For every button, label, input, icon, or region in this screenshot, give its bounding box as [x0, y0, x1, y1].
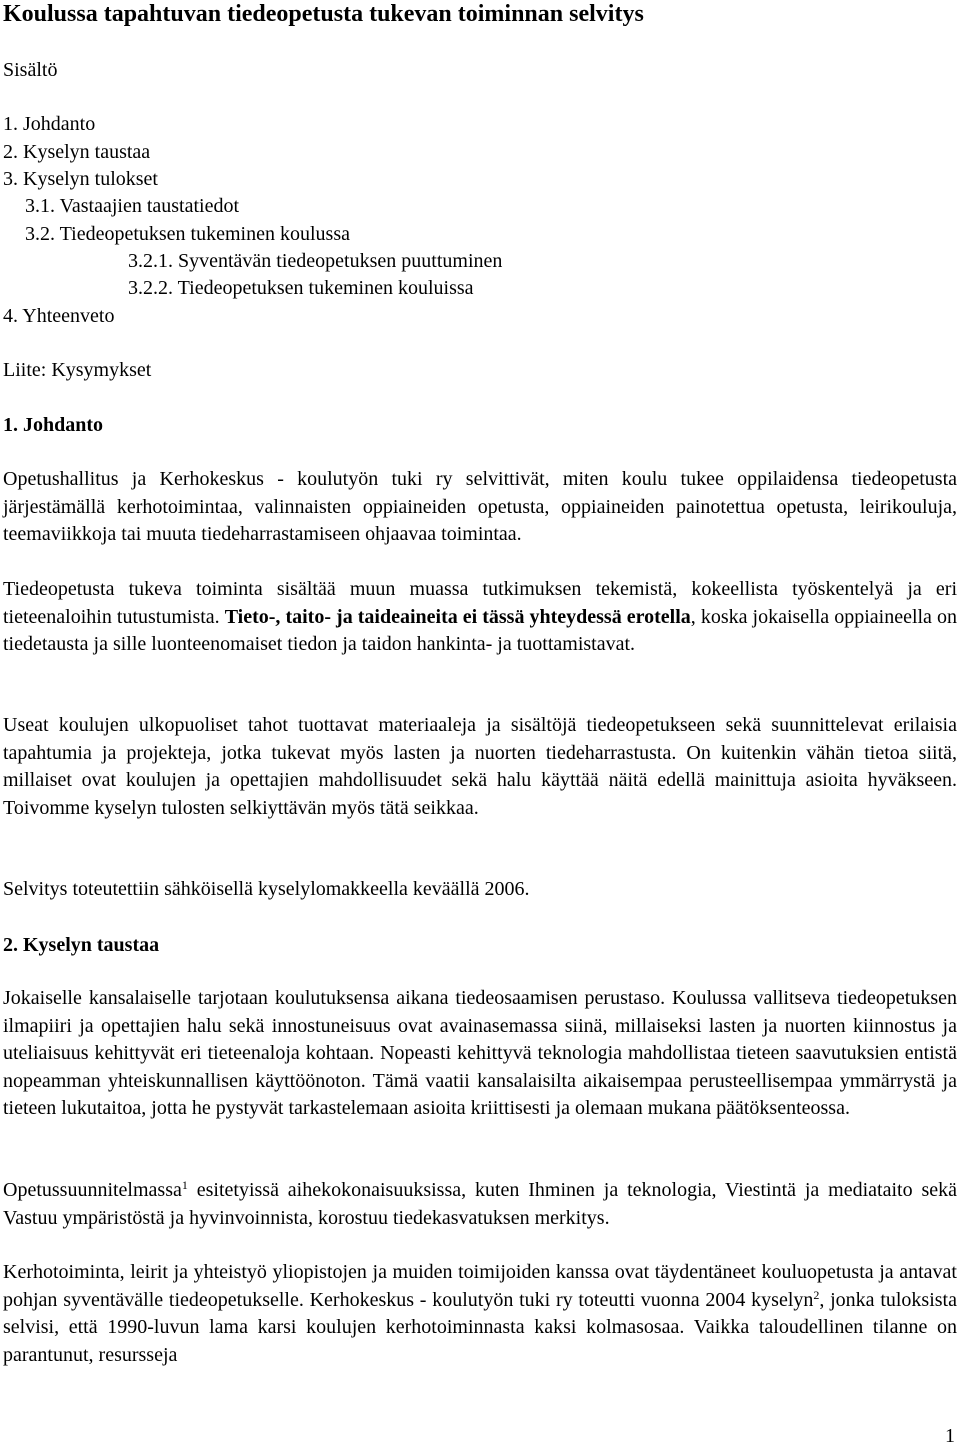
- paragraph: Opetussuunnitelmassa$^1$ esitetyissä aihekokonaisuuksissa, kuten Ihminen ja teknologia, Viestintä ja mediataito sekä Vastuu ympäristöstä ja hyvinvoinnista, korostuu tiedekasvatuksen merkitys.: [3, 1178, 957, 1229]
- paragraph: Opetushallitus ja Kerhokeskus - koulutyön tuki ry selvittivät, miten koulu tukee oppilaidensa tiedeopetusta järjestämällä kerhotoimintaa, valinnaisten oppiaineiden opetusta, oppiaineiden painotettua opetusta, leirikouluja, teemaviikkoja tai muuta tiedeharrastamiseen ohjaavaa toimintaa.: [3, 468, 957, 545]
- paragraph: Kerhotoiminta, leirit ja yhteistyö yliopistojen ja muiden toimijoiden kanssa ovat täydentäneet kouluopetusta ja antavat pohjan syventävälle tiedeopetukselle. Kerhokeskus - koulutyön tuki ry toteutti vuonna 2004 kyselyn$^2$, jonka tuloksista selvisi, että 1990-luvun lama karsi koulujen kerhotoiminnasta kaksi kolmasosaa. Vaikka taloudellinen tilanne on parantunut, resursseja: [3, 1261, 957, 1366]
- paragraph: Selvitys toteutettiin sähköisellä kyselylomakkeella keväällä 2006.: [3, 878, 530, 900]
- toc-item: 4. Yhteenveto: [3, 305, 115, 327]
- toc-appendix: Liite: Kysymykset: [3, 359, 152, 381]
- toc-item: 3.1. Vastaajien taustatiedot: [25, 195, 240, 217]
- emphasis: Tieto-, taito- ja taideaineita ei tässä yhteydessä erotella: [224, 605, 691, 628]
- document-title: Koulussa tapahtuvan tiedeopetusta tukevan toiminnan selvitys: [3, 1, 644, 27]
- toc-item: 3.2. Tiedeopetuksen tukeminen koulussa: [25, 223, 350, 245]
- toc-item: 3.2.2. Tiedeopetuksen tukeminen kouluissa: [128, 277, 474, 299]
- toc-item: 3. Kyselyn tulokset: [3, 168, 158, 190]
- toc-heading: Sisältö: [3, 59, 58, 81]
- paragraph: Jokaiselle kansalaiselle tarjotaan koulutuksensa aikana tiedeosaamisen perustaso. Koulussa vallitseva tiedeopetuksen ilmapiiri ja opettajien halu sekä innostuneisuus ovat avainasemassa siinä, millaiseksi lasten ja nuorten kiinnostus ja uteliaisuus kehittyvät eri tieteenaloja kohtaan. Nopeasti kehittyvä teknologia mahdollistaa tieteen saavutuksien entistä nopeamman yhteiskunnallisen käyttöönoton. Tämä vaatii kansalaisilta aikaisempaa perusteellisempaa ymmärrystä ja tieteen lukutaitoa, jotta he pystyvät tarkastelemaan asioita kriittisesti ja olemaan mukana päätöksenteossa.: [3, 987, 957, 1119]
- footnote-ref: 2: [813, 1287, 820, 1302]
- paragraph: Tiedeopetusta tukeva toiminta sisältää muun muassa tutkimuksen tekemistä, kokeellista työskentelyä ja eri tieteenaloihin tutustumista. Tieto-, taito- ja taideaineita ei tässä yhteydessä erotella, koska jokaisella oppiaineella on tiedetausta ja sille luonteenomaiset tiedon ja taidon hankinta- ja tuottamistavat.: [3, 578, 957, 655]
- page-number: 1: [945, 1425, 955, 1447]
- footnote-ref: 1: [181, 1178, 188, 1192]
- toc-item: 2. Kyselyn taustaa: [3, 141, 151, 163]
- toc-item: 3.2.1. Syventävän tiedeopetuksen puuttuminen: [128, 250, 503, 272]
- section-heading-johdanto: 1. Johdanto: [3, 414, 104, 436]
- toc-item: 1. Johdanto: [3, 113, 96, 135]
- paragraph: Useat koulujen ulkopuoliset tahot tuottavat materiaaleja ja sisältöjä tiedeopetukseen sekä suunnittelevat erilaisia tapahtumia ja projekteja, jotka tukevat myös lasten ja nuorten tiedeharrastusta. On kuitenkin vähän tietoa siitä, millaiset ovat koulujen ja opettajien mahdollisuudet sekä halu käyttää näitä edellä mainittuja asioita hyväkseen. Toivomme kyselyn tulosten selkiyttävän myös tätä seikkaa.: [3, 714, 957, 819]
- section-heading-kyselyn-taustaa: 2. Kyselyn taustaa: [3, 934, 160, 956]
